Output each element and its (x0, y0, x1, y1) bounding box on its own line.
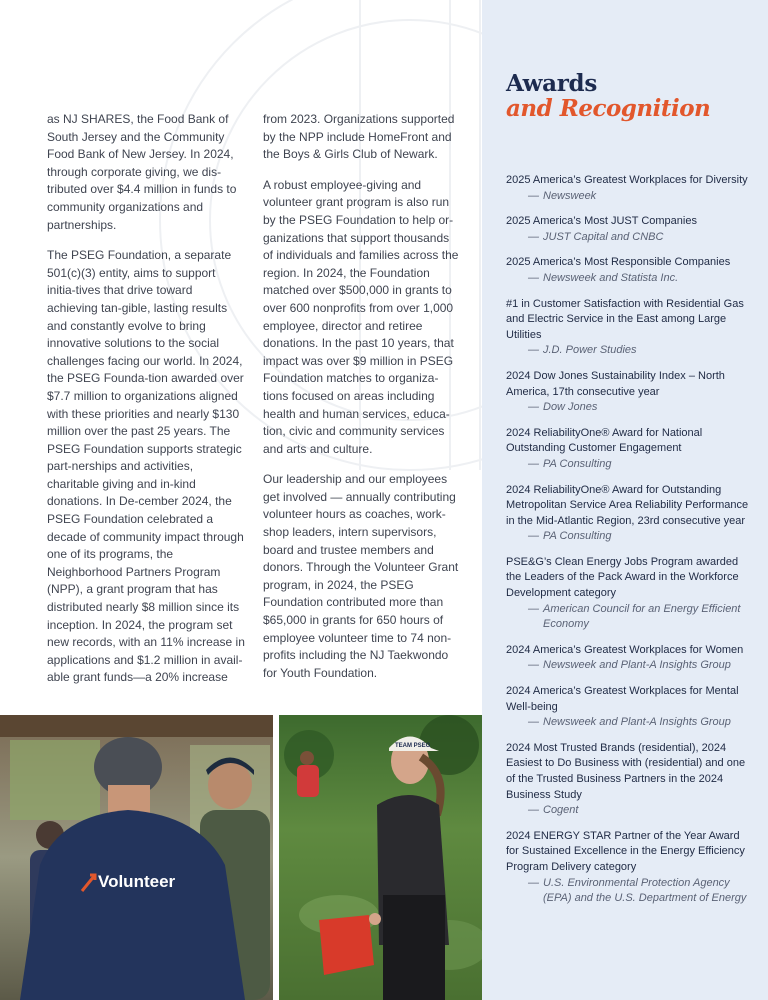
garden-volunteer-photo (279, 715, 482, 1000)
award-source (506, 457, 751, 473)
award-title: 2024 Dow Jones Sustainability Index – North America, 17th consecutive year (506, 369, 725, 398)
volunteer-photo (0, 715, 273, 1000)
award-title: 2025 America’s Most Responsible Companies (506, 256, 731, 269)
award-source-text: JUST Capital and CNBC (543, 230, 664, 243)
award-title: 2024 America’s Greatest Workplaces for Women (506, 643, 744, 656)
body-paragraph: Our leadership and our employees get involved — annually contributing volunteer hours as coaches, work-shop leaders, intern supervisors, board and trustee members and donors. Through the Volunteer Grant program, in 2024, the PSEG Foundation contributed more than $65,000 in grants for 650 hours of employee volunteer time to 74 non-profits including the NJ Taekwondo for Youth Foundation. (263, 472, 459, 680)
award-source-text: U.S. Environmental Protection Agency (EPA) and the U.S. Department of Energy (543, 876, 747, 905)
award-source (506, 658, 751, 674)
award-source-dash: — (528, 530, 539, 543)
award-source-dash: — (528, 457, 539, 470)
award-source-dash: — (528, 659, 539, 672)
awards-list (506, 173, 751, 917)
body-paragraph: from 2023. Organizations supported by the NPP include HomeFront and the Boys & Girls Club of Newark. (263, 112, 455, 162)
award-item (506, 214, 751, 245)
award-source (506, 529, 751, 545)
award-source-text: J.D. Power Studies (543, 344, 637, 357)
award-source-dash: — (528, 804, 539, 817)
award-source (506, 602, 751, 633)
award-title: 2024 ReliabilityOne® Award for Outstanding Metropolitan Service Area Reliability Performance in the Mid-Atlantic Region, 23rd consecutive year (506, 483, 749, 527)
award-item (506, 684, 751, 731)
award-source-text: Newsweek and Plant-A Insights Group (543, 716, 731, 729)
award-source-dash: — (528, 401, 539, 414)
award-title: PSE&G’s Clean Energy Jobs Program awarded the Leaders of the Pack Award in the Workforce Development category (506, 555, 739, 600)
award-source (506, 803, 751, 819)
award-item (506, 297, 751, 359)
award-item (506, 829, 751, 907)
award-title: 2024 ReliabilityOne® Award for National Outstanding Customer Engagement (506, 426, 703, 455)
award-source-text: American Council for an Energy Efficient Economy (543, 602, 741, 631)
award-title: #1 in Customer Satisfaction with Residential Gas and Electric Service in the East among Large Utilities (506, 297, 744, 341)
award-source-text: Newsweek and Plant-A Insights Group (543, 659, 731, 672)
award-source (506, 271, 751, 287)
award-item (506, 483, 751, 545)
award-source (506, 343, 751, 359)
award-source-text: Dow Jones (543, 401, 598, 414)
award-source-dash: — (528, 230, 539, 243)
awards-subheading: and Recognition (506, 95, 711, 122)
award-title: 2024 Most Trusted Brands (residential), 2024 Easiest to Do Business with (residential) and one of the Trusted Business Partners in the 2024 Business Study (506, 741, 746, 801)
cap-text: TEAM PSEG (395, 743, 431, 749)
award-source-dash: — (528, 602, 539, 615)
award-item (506, 741, 751, 819)
award-item (506, 369, 751, 416)
award-source (506, 876, 751, 907)
award-item (506, 255, 751, 286)
award-source-dash: — (528, 189, 539, 202)
award-source (506, 189, 751, 205)
body-paragraph: The PSEG Foundation, a separate 501(c)(3) entity, aims to support initia-tives that drive toward achieving tan-gible, lasting results and constantly evolve to bring innovative solutions to the social challenges facing our world. In 2024, the PSEG Founda-tion awarded over $7.7 million to organizations aligned with these priorities and nearly $130 million over the past 25 years. The PSEG Foundation supports strategic part-nerships and activities, charitable giving and in-kind donations. In De-cember 2024, the PSEG Foundation celebrated a decade of community impact through one of its programs, the Neighborhood Partners Program (NPP), a grant program that has distributed nearly $8 million since its inception. In 2024, the program set new records, with an 11% increase in applications and $1.2 million in avail-able grant funds—a 20% increase (47, 248, 245, 685)
award-source-dash: — (528, 271, 539, 284)
award-title: 2024 America’s Greatest Workplaces for Mental Well-being (506, 685, 739, 713)
award-source-text: PA Consulting (543, 530, 612, 543)
awards-heading: Awards (506, 70, 597, 97)
award-source-text: Newsweek and Statista Inc. (543, 271, 679, 284)
award-item (506, 173, 751, 204)
award-source-dash: — (528, 344, 539, 357)
award-source-dash: — (528, 876, 539, 889)
award-title: 2024 ENERGY STAR Partner of the Year Award for Sustained Excellence in the Energy Efficiency Program Delivery category (506, 829, 745, 873)
award-source-text: Newsweek (543, 189, 597, 202)
body-column-right (263, 111, 459, 695)
award-source-text: Cogent (543, 804, 579, 817)
body-paragraph: A robust employee-giving and volunteer grant program is also run by the PSEG Foundation to help or-ganizations that support thousands of individuals and families across the region. In 2024, the Foundation matched over $500,000 in grants to over 600 nonprofits from over 1,000 employee, director and retiree donations. In the past 10 years, that impact was over $9 million in PSEG Foundation matches to organiza-tions focused on areas including health and human services, educa-tion, civic and community services and arts and culture. (263, 177, 459, 456)
body-paragraph: as NJ SHARES, the Food Bank of South Jersey and the Community Food Bank of New Jersey. In 2024, through corporate giving, we dis-tributed over $4.4 million in funds to community organizations and partnerships. (47, 112, 237, 232)
award-source (506, 715, 751, 731)
award-item (506, 555, 751, 633)
award-source (506, 400, 751, 416)
award-title: 2025 America’s Greatest Workplaces for Diversity (506, 174, 748, 186)
award-item (506, 426, 751, 473)
award-source-dash: — (528, 716, 539, 729)
body-column-left (47, 111, 245, 700)
award-source (506, 230, 751, 246)
award-title: 2025 America’s Most JUST Companies (506, 215, 697, 228)
award-item (506, 643, 751, 674)
shirt-text: Volunteer (98, 872, 176, 891)
award-source-text: PA Consulting (543, 457, 612, 470)
